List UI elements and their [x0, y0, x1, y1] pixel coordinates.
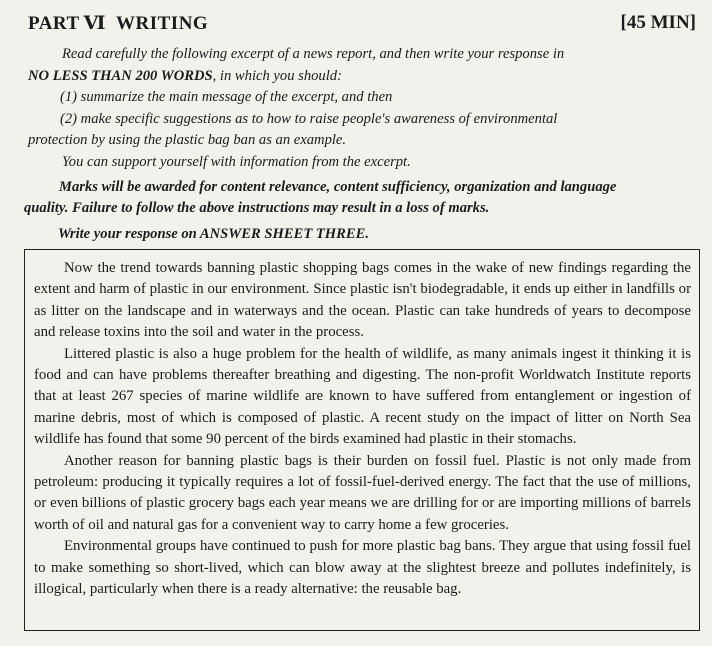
section-name: WRITING — [116, 13, 209, 34]
marks-line: Marks will be awarded for content relevance, content sufficiency, organization and language — [59, 179, 617, 195]
instruction-item-2-cont: protection by using the plastic bag ban as an example. — [28, 132, 347, 148]
time-limit: [45 MIN] — [620, 12, 696, 33]
answer-sheet-note: Write your response on ANSWER SHEET THREE. — [58, 226, 369, 242]
excerpt-paragraph: Another reason for banning plastic bags is their burden on fossil fuel. Plastic is not only made from petroleum: producing it typically requires a lot of fossil-fuel-derived energy. The fact that the use of millions, or even billions of plastic grocery bags each year means we are drilling for or are importing millions of barrels worth of oil and natural gas for a convenient way to carry home a few groceries. — [34, 452, 691, 533]
instructions — [0, 44, 712, 173]
instruction-line: Read carefully the following excerpt of a news report, and then write your response in — [62, 46, 565, 62]
word-limit: NO LESS THAN 200 WORDS — [28, 67, 213, 84]
excerpt-paragraph: Environmental groups have continued to push for more plastic bag bans. They argue that using fossil fuel to make something so short-lived, which can blow away at the slightest breeze and pollutes indefinitely, is illogical, particularly when there is a ready alternative: the reusable bag. — [34, 538, 691, 598]
excerpt-paragraph: Littered plastic is also a huge problem for the health of wildlife, as many animals ingest it thinking it is food and can have problems thereafter breathing and digesting. The non-profit Worldwatch Institute reports that at least 267 species of marine wildlife are known to have suffered from entanglement or ingestion of marine debris, most of which is composed of plastic. A recent study on the impact of litter on North Sea wildlife has found that some 90 percent of the birds examined had plastic in their stomachs. — [34, 345, 691, 448]
excerpt-paragraph: Now the trend towards banning plastic shopping bags comes in the wake of new findings regarding the extent and harm of plastic in our environment. Since plastic isn't biodegradable, it ends up either in landfills or as litter on the landscape and in waterways and the ocean. Plastic can take hundreds of years to decompose and release toxins into the soil and water in the process. — [34, 260, 691, 341]
part-label: PART — [28, 13, 80, 34]
instruction-support: You can support yourself with information from the excerpt. — [62, 153, 411, 170]
instruction-text: , in which you should: — [212, 67, 342, 84]
part-number: Ⅵ — [83, 13, 107, 34]
excerpt-box — [24, 249, 700, 631]
section-title — [28, 12, 208, 35]
marks-line: quality. Failure to follow the above instructions may result in a loss of marks. — [24, 200, 490, 216]
instruction-item-2: (2) make specific suggestions as to how to raise people's awareness of environmental — [60, 110, 558, 127]
instruction-item-1: (1) summarize the main message of the excerpt, and then — [60, 89, 393, 105]
instruction-line — [0, 66, 712, 88]
marks-note — [24, 177, 704, 219]
section-header — [28, 12, 696, 38]
